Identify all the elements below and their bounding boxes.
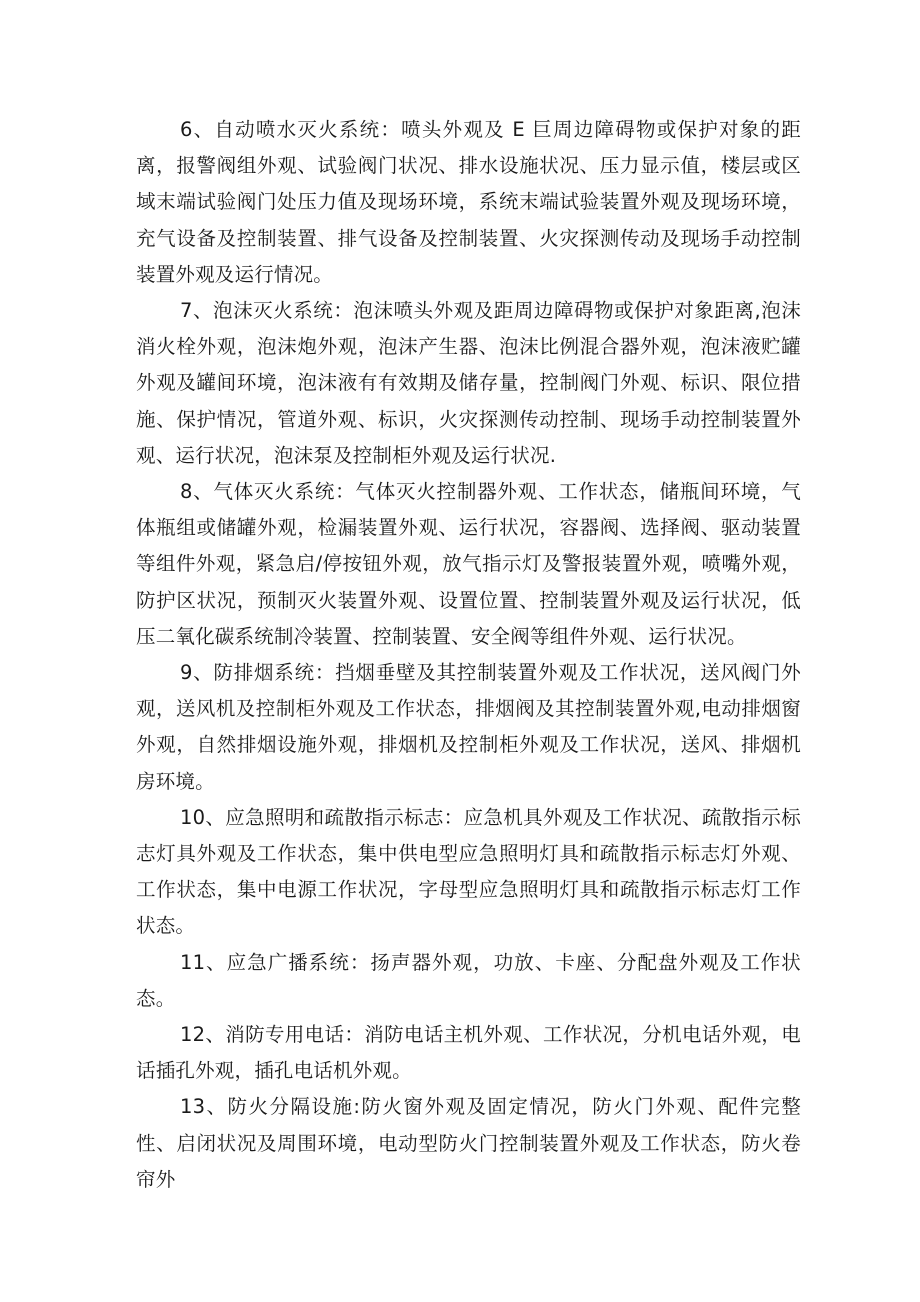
paragraph-13-fire-separation: 13、防火分隔设施:防火窗外观及固定情况，防火门外观、配件完整性、启闭状况及周围环境，电动型防火门控制装置外观及工作状态，防火卷帘外 xyxy=(136,1095,801,1191)
document-body xyxy=(136,112,801,1198)
paragraph-9-smoke-exhaust: 9、防排烟系统：挡烟垂壁及其控制装置外观及工作状况，送风阀门外观，送风机及控制柜外观及工作状态，排烟阀及其控制装置外观,电动排烟窗外观，自然排烟设施外观，排烟机及控制柜外观及工作状况，送风、排烟机房环境。 xyxy=(136,661,801,793)
paragraph-8-gas-system: 8、气体灭火系统：气体灭火控制器外观、工作状态，储瓶间环境，气体瓶组或储罐外观，检漏装置外观、运行状况，容器阀、选择阀、驱动装置等组件外观，紧急启/停按钮外观，放气指示灯及警报装置外观，喷嘴外观，防护区状况，预制灭火装置外观、设置位置、控制装置外观及运行状况，低压二氧化碳系统制冷装置、控制装置、安全阀等组件外观、运行状况。 xyxy=(136,480,801,648)
paragraph-11-emergency-broadcast: 11、应急广播系统：扬声器外观，功放、卡座、分配盘外观及工作状态。 xyxy=(136,950,801,1010)
paragraph-6-sprinkler-system: 6、自动喷水灭火系统：喷头外观及 E 巨周边障碍物或保护对象的距离，报警阀组外观、试验阀门状况、排水设施状况、压力显示值，楼层或区域末端试验阀门处压力值及现场环境，系统末端试验装置外观及现场环境，充气设备及控制装置、排气设备及控制装置、火灾探测传动及现场手动控制装置外观及运行情况。 xyxy=(136,118,801,286)
paragraph-7-foam-system: 7、泡沫灭火系统：泡沫喷头外观及距周边障碍物或保护对象距离,泡沫消火栓外观，泡沫炮外观，泡沫产生器、泡沫比例混合器外观，泡沫液贮罐外观及罐间环境，泡沫液有有效期及储存量，控制阀门外观、标识、限位措施、保护情况，管道外观、标识，火灾探测传动控制、现场手动控制装置外观、运行状况，泡沫泵及控制柜外观及运行状况. xyxy=(136,299,801,467)
paragraph-12-fire-telephone: 12、消防专用电话：消防电话主机外观、工作状况，分机电话外观，电话插孔外观，插孔电话机外观。 xyxy=(136,1023,801,1083)
paragraph-10-emergency-lighting: 10、应急照明和疏散指示标志：应急机具外观及工作状况、疏散指示标志灯具外观及工作状态，集中供电型应急照明灯具和疏散指示标志灯外观、工作状态，集中电源工作状况，字母型应急照明灯具和疏散指示标志灯工作状态。 xyxy=(136,805,801,938)
